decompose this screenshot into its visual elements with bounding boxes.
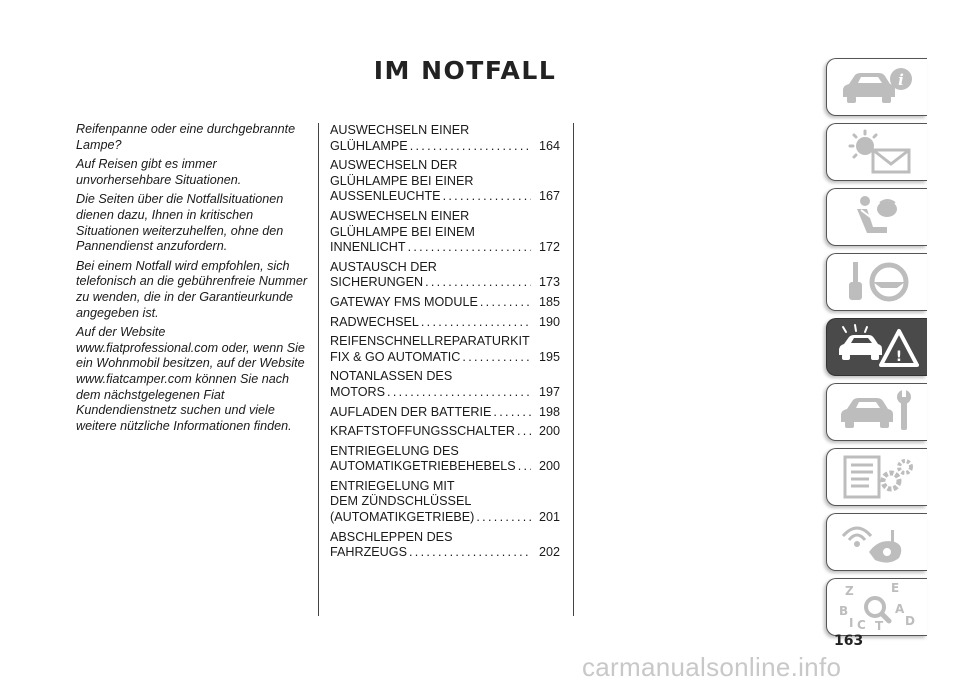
toc-entry-leader-line bbox=[330, 189, 560, 205]
toc-entry-line: ENTRIEGELUNG MIT bbox=[330, 478, 455, 493]
tab-multimedia[interactable] bbox=[826, 513, 927, 571]
tab-maintenance[interactable] bbox=[826, 383, 927, 441]
index-letter: T bbox=[875, 619, 884, 631]
toc-entry-label: AUFLADEN DER BATTERIE bbox=[330, 404, 492, 419]
toc-entry[interactable] bbox=[330, 424, 560, 440]
tab-technical-data[interactable] bbox=[826, 448, 927, 506]
toc-entry[interactable] bbox=[330, 315, 560, 331]
toc-entry-leader-line bbox=[330, 275, 560, 291]
toc-entry-leader-line bbox=[330, 139, 560, 155]
toc-entry-line: DEM ZÜNDSCHLÜSSEL bbox=[330, 494, 472, 509]
toc-entry-label: FIX & GO AUTOMATIC bbox=[330, 349, 461, 364]
toc-entry-label: (AUTOMATIKGETRIEBE) bbox=[330, 510, 475, 525]
toc-entry-line: AUSWECHSELN EINER bbox=[330, 208, 470, 223]
index-letter: C bbox=[857, 618, 866, 631]
toc-entry-leader-line bbox=[330, 385, 560, 401]
toc-entry[interactable] bbox=[330, 444, 560, 475]
toc-page-number: 200 bbox=[538, 459, 560, 474]
tab-warning-lights[interactable] bbox=[826, 123, 927, 181]
toc-leader-dots bbox=[476, 510, 531, 526]
toc-entry-label: AUTOMATIKGETRIEBEHEBELS bbox=[330, 459, 516, 474]
toc-leader-dots bbox=[518, 459, 531, 475]
toc-leader-dots bbox=[462, 350, 531, 366]
toc-entry[interactable] bbox=[330, 369, 560, 400]
toc-entry-label: FAHRZEUGS bbox=[330, 545, 407, 560]
svg-text:i: i bbox=[898, 71, 904, 89]
toc-leader-dots bbox=[425, 275, 531, 291]
toc-entry[interactable] bbox=[330, 295, 560, 311]
toc-entry-leader-line bbox=[330, 545, 560, 561]
toc-entry-leader-line bbox=[330, 240, 560, 256]
toc-entry-line: GLÜHLAMPE BEI EINER bbox=[330, 173, 474, 188]
toc-entry-line: REIFENSCHNELLREPARATURKIT bbox=[330, 334, 530, 349]
page-number: 163 bbox=[834, 633, 864, 649]
intro-paragraph: Bei einem Notfall wird empfohlen, sich telefonisch an die gebührenfreie Nummer zu wenden, die in der Garantieurkunde angegeben ist. bbox=[76, 258, 308, 320]
index-letter: D bbox=[905, 614, 915, 628]
toc-entry-line: NOTANLASSEN DES bbox=[330, 369, 453, 384]
index-letter: I bbox=[849, 616, 854, 630]
toc-page-number: 190 bbox=[538, 314, 560, 329]
column-divider-left bbox=[318, 123, 319, 616]
toc-entry-line: ABSCHLEPPEN DES bbox=[330, 529, 453, 544]
watermark: carmanualsonline.info bbox=[582, 652, 842, 682]
tab-starting-driving[interactable] bbox=[826, 253, 927, 311]
toc-entry-leader-line bbox=[330, 350, 560, 366]
toc-entry-line: ENTRIEGELUNG DES bbox=[330, 443, 459, 458]
index-letter: A bbox=[895, 602, 905, 616]
toc-entry-label: AUSSENLEUCHTE bbox=[330, 189, 441, 204]
toc-entry[interactable] bbox=[330, 260, 560, 291]
alphabetical-index-icon bbox=[835, 583, 919, 631]
page-title: IM NOTFALL bbox=[373, 56, 557, 85]
toc-leader-dots bbox=[480, 295, 531, 311]
toc-leader-dots bbox=[517, 424, 531, 440]
toc-page-number: 185 bbox=[538, 294, 560, 309]
toc-leader-dots bbox=[409, 545, 531, 561]
toc-page-number: 167 bbox=[538, 189, 560, 204]
toc-entry-leader-line bbox=[330, 295, 560, 311]
toc-entry-label: INNENLICHT bbox=[330, 240, 406, 255]
toc-leader-dots bbox=[421, 315, 531, 331]
toc-page-number: 202 bbox=[538, 545, 560, 560]
toc-entry-line: AUSWECHSELN EINER bbox=[330, 123, 470, 137]
chapter-tabs bbox=[826, 58, 928, 643]
intro-paragraph: Die Seiten über die Notfallsituationen dienen dazu, Ihnen in kritischen Situationen weiterzuhelfen, ohne den Pannendienst anzufordern. bbox=[76, 192, 284, 254]
toc-entry-label: MOTORS bbox=[330, 384, 386, 399]
toc-entry-leader-line bbox=[330, 424, 560, 440]
index-letter: E bbox=[891, 583, 900, 595]
table-of-contents bbox=[330, 123, 560, 565]
toc-entry-line: GLÜHLAMPE BEI EINEM bbox=[330, 224, 475, 239]
toc-entry[interactable] bbox=[330, 209, 560, 256]
tab-safety[interactable] bbox=[826, 188, 927, 246]
toc-page-number: 200 bbox=[538, 424, 560, 439]
index-letter: Z bbox=[845, 584, 854, 598]
toc-leader-dots bbox=[408, 240, 531, 256]
toc-page-number: 173 bbox=[538, 275, 560, 290]
toc-entry[interactable] bbox=[330, 123, 560, 154]
toc-entry-label: SICHERUNGEN bbox=[330, 275, 424, 290]
toc-entry[interactable] bbox=[330, 405, 560, 421]
toc-entry-line: AUSWECHSELN DER bbox=[330, 158, 458, 173]
seat-airbag-icon bbox=[835, 193, 919, 241]
tab-car-info[interactable] bbox=[826, 58, 927, 116]
intro-paragraph: Auf Reisen gibt es immer unvorhersehbare Situationen. bbox=[76, 157, 242, 187]
multimedia-music-icon bbox=[835, 518, 919, 566]
toc-leader-dots bbox=[443, 189, 531, 205]
tab-emergency[interactable] bbox=[826, 318, 927, 376]
toc-entry-leader-line bbox=[330, 510, 560, 526]
toc-entry[interactable] bbox=[330, 158, 560, 205]
toc-entry[interactable] bbox=[330, 479, 560, 526]
toc-entry[interactable] bbox=[330, 334, 560, 365]
technical-data-gear-icon bbox=[835, 453, 919, 501]
toc-page-number: 198 bbox=[538, 404, 560, 419]
toc-entry-label: GATEWAY FMS MODULE bbox=[330, 294, 478, 309]
car-breakdown-warning-icon bbox=[835, 323, 919, 371]
index-letter: B bbox=[839, 604, 849, 618]
toc-page-number: 197 bbox=[538, 384, 560, 399]
intro-paragraph: Auf der Website www.fiatprofessional.com oder, wenn Sie ein Wohnmobil besitzen, auf der Website www.fiatcamper.com können Sie nach dem nächstgelegenen Fiat Kundendienstnetz suchen und viele weitere nützliche Informationen finden. bbox=[76, 325, 305, 433]
toc-leader-dots bbox=[410, 139, 531, 155]
tab-index[interactable] bbox=[826, 578, 927, 636]
car-maintenance-wrench-icon bbox=[835, 388, 919, 436]
intro-paragraph: Reifenpanne oder eine durchgebrannte Lampe? bbox=[76, 122, 296, 152]
toc-entry-leader-line bbox=[330, 405, 560, 421]
toc-leader-dots bbox=[493, 405, 531, 421]
toc-entry-label: GLÜHLAMPE bbox=[330, 138, 408, 153]
toc-entry-leader-line bbox=[330, 459, 560, 475]
toc-page-number: 195 bbox=[538, 349, 560, 364]
toc-entry-label: KRAFTSTOFFUNGSSCHALTER bbox=[330, 424, 515, 439]
toc-entry-label: RADWECHSEL bbox=[330, 314, 419, 329]
car-info-icon bbox=[835, 63, 919, 111]
key-steering-wheel-icon bbox=[835, 258, 919, 306]
toc-page-number: 172 bbox=[538, 240, 560, 255]
toc-page-number: 164 bbox=[538, 138, 560, 153]
toc-leader-dots bbox=[387, 385, 531, 401]
intro-text bbox=[76, 122, 308, 438]
toc-entry-leader-line bbox=[330, 315, 560, 331]
toc-page-number: 201 bbox=[538, 510, 560, 525]
toc-entry-line: AUSTAUSCH DER bbox=[330, 259, 437, 274]
svg-text:!: ! bbox=[895, 349, 903, 365]
column-divider-right bbox=[573, 123, 574, 616]
warning-lights-message-icon bbox=[835, 128, 919, 176]
toc-entry[interactable] bbox=[330, 530, 560, 561]
